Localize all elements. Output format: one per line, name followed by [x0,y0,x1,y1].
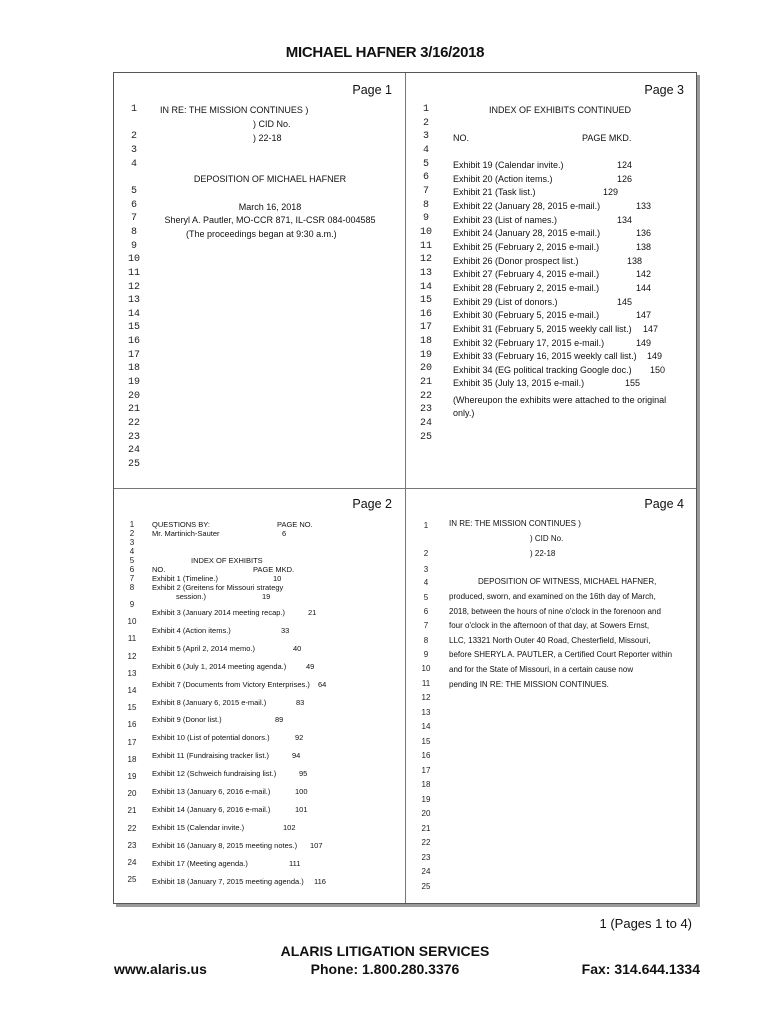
line-number: 20 [419,363,432,375]
exhibit-page: 95 [299,769,308,779]
exhibit-page: 83 [296,697,305,707]
line-number: 22 [419,390,432,402]
page-1-deposition-title: DEPOSITION OF MICHAEL HAFNER [193,174,347,184]
page-2-exhibit-2-page: 19 [262,592,271,601]
line-number: 3 [130,144,137,156]
exhibit-row: Exhibit 24 (January 28, 2015 e-mail.) [453,228,601,239]
line-number: 13 [127,295,140,307]
document-title: MICHAEL HAFNER 3/16/2018 [285,44,485,61]
exhibit-page: 138 [636,241,652,252]
line-number: 4 [130,158,137,170]
body-line: before SHERYL A. PAUTLER, a Certified Court Reporter within [449,650,673,660]
page-4-cid: ) CID No. [530,534,564,543]
page-2-exhibit-2: Exhibit 2 (Greitens for Missouri strategy [152,583,284,592]
line-number: 17 [127,349,140,361]
page-4-caption: IN RE: THE MISSION CONTINUES ) [449,519,581,528]
page-2-col-page: PAGE MKD. [253,565,295,574]
page-4-witness-title: DEPOSITION OF WITNESS, MICHAEL HAFNER, [478,577,657,586]
line-number: 23 [419,404,432,416]
body-line: and for the State of Missouri, in a certain cause now [449,665,634,674]
exhibit-row: Exhibit 26 (Donor prospect list.) [453,255,579,266]
exhibit-row: Exhibit 17 (Meeting agenda.) [152,858,248,868]
page-1-date: March 16, 2018 [238,202,302,212]
exhibit-page: 64 [318,679,327,689]
line-number: 21 [419,377,432,388]
exhibit-page: 89 [275,715,284,725]
exhibit-page: 33 [281,625,290,635]
line-number: 15 [419,295,432,307]
line-number: 10 [127,617,137,627]
line-number: 4 [422,144,429,156]
line-number: 10 [419,226,432,238]
line-number: 19 [419,349,432,361]
exhibit-row: Exhibit 31 (February 5, 2015 weekly call list.) [453,323,632,334]
line-number: 2 [422,117,429,129]
exhibit-page: 102 [283,822,296,832]
line-number: 13 [419,267,432,279]
exhibit-page: 149 [636,337,652,348]
exhibit-row: Exhibit 23 (List of names.) [453,214,558,225]
line-number: 1 [130,104,137,115]
page-1-caption: IN RE: THE MISSION CONTINUES ) [160,105,309,115]
exhibit-page: 138 [627,255,643,266]
line-number: 21 [127,404,140,416]
line-number: 11 [421,679,431,688]
exhibit-page: 100 [295,787,308,796]
line-number: 11 [127,634,137,644]
line-number: 23 [127,431,140,443]
line-number: 3 [129,538,135,547]
line-number: 4 [129,547,135,556]
line-number: 17 [419,322,432,334]
page-3-closing-line-2: only.) [453,408,475,418]
page-2-exhibit-1-page: 10 [273,574,282,583]
exhibit-row: Exhibit 20 (Action items.) [453,173,553,184]
line-number: 21 [127,806,137,816]
page-2-col-no: NO. [152,565,166,574]
line-number: 20 [421,809,431,818]
exhibit-row: Exhibit 30 (February 5, 2015 e-mail.) [453,310,600,321]
company-name: ALARIS LITIGATION SERVICES [280,943,490,959]
horizontal-divider [114,488,696,489]
line-number: 19 [127,377,140,388]
body-line: produced, sworn, and examined on the 16th day of March, [449,592,656,601]
line-number: 12 [127,281,140,293]
line-number: 1 [422,104,429,115]
line-number: 5 [423,593,429,602]
page-1-reporter: Sheryl A. Pautler, MO-CCR 871, IL-CSR 084-004585 [164,215,376,225]
exhibit-page: 124 [617,160,633,170]
line-number: 12 [421,693,431,702]
line-number: 2 [130,131,137,143]
exhibit-page: 150 [650,364,666,375]
exhibit-row: Exhibit 25 (February 2, 2015 e-mail.) [453,241,600,252]
exhibit-row: Exhibit 6 (July 1, 2014 meeting agenda.) [152,661,287,671]
exhibit-page: 134 [617,214,633,225]
line-number: 22 [421,838,431,847]
exhibit-page: 155 [625,378,641,389]
line-number: 6 [129,565,135,574]
exhibit-row: Exhibit 27 (February 4, 2015 e-mail.) [453,269,600,280]
page-3-col-no: NO. [453,133,470,143]
exhibit-row: Exhibit 28 (February 2, 2015 e-mail.) [453,282,600,293]
line-number: 1 [423,521,429,530]
line-number: 14 [419,281,432,293]
line-number: 24 [421,867,431,876]
exhibit-row: Exhibit 12 (Schweich fundraising list.) [152,769,277,779]
line-number: 6 [423,607,429,616]
line-number: 23 [127,840,137,850]
page-2-examiner-page: 6 [282,529,287,538]
exhibit-row: Exhibit 15 (Calendar invite.) [152,822,245,832]
exhibit-page: 133 [636,200,652,211]
pages-note: 1 (Pages 1 to 4) [599,916,692,931]
exhibit-page: 147 [643,323,659,334]
line-number: 25 [421,882,431,891]
line-number: 25 [127,875,137,885]
line-number: 9 [130,240,137,252]
exhibit-row: Exhibit 19 (Calendar invite.) [453,160,564,170]
page-1-label: Page 1 [352,83,392,97]
line-number: 20 [127,390,140,402]
line-number: 9 [129,600,135,609]
page-2-page-no-heading: PAGE NO. [277,520,313,529]
page-4-case-number: ) 22-18 [530,549,556,558]
page-3-col-page: PAGE MKD. [582,133,632,143]
line-number: 15 [127,322,140,334]
exhibit-row: Exhibit 18 (January 7, 2015 meeting agenda.) [152,876,304,886]
line-number: 23 [421,853,431,862]
line-number: 8 [130,226,137,238]
line-number: 9 [422,213,429,225]
line-number: 16 [127,720,137,730]
line-number: 5 [129,556,135,565]
line-number: 19 [127,772,137,781]
exhibit-row: Exhibit 29 (List of donors.) [453,296,558,307]
line-number: 25 [419,431,432,443]
line-number: 7 [129,574,135,583]
page-3-index-title: INDEX OF EXHIBITS CONTINUED [488,105,631,115]
line-number: 8 [129,583,135,592]
exhibit-page: 40 [293,643,302,653]
exhibit-row: Exhibit 33 (February 16, 2015 weekly call list.) [453,351,637,362]
exhibit-page: 111 [289,858,301,868]
page-3-closing-line: (Whereupon the exhibits were attached to the original [453,395,667,405]
line-number: 12 [127,651,137,661]
line-number: 24 [127,445,140,457]
body-line: four o'clock in the afternoon of that day, at Sowers Ernst, [449,621,650,631]
exhibit-page: 107 [310,840,323,850]
line-number: 14 [421,722,431,731]
line-number: 17 [421,766,431,775]
page-2-exhibit-1: Exhibit 1 (Timeline.) [152,574,218,583]
line-number: 18 [127,363,140,375]
line-number: 2 [129,529,135,538]
line-number: 14 [127,308,140,320]
line-number: 19 [421,795,431,804]
website-link[interactable]: www.alaris.us [114,961,207,977]
line-number: 6 [422,172,429,184]
line-number: 16 [421,751,431,760]
line-number: 10 [421,664,431,673]
body-line: LLC, 13321 North Outer 40 Road, Chesterfield, Missouri, [449,635,651,645]
line-number: 7 [422,185,429,197]
line-number: 15 [421,737,431,746]
page-2-index-title: INDEX OF EXHIBITS [191,556,263,565]
line-number: 18 [421,780,431,789]
exhibit-page: 129 [603,187,619,198]
page-2-label: Page 2 [352,497,392,511]
line-number: 20 [127,789,137,799]
line-number: 15 [127,703,137,713]
line-number: 22 [127,417,140,429]
line-number: 13 [127,668,137,678]
line-number: 3 [423,565,429,574]
exhibit-page: 101 [295,804,308,814]
page-3-label: Page 3 [644,83,684,97]
exhibit-page: 92 [295,733,304,743]
page-2-questions-by: QUESTIONS BY: [152,520,210,529]
exhibit-row: Exhibit 13 (January 6, 2016 e-mail.) [152,787,271,796]
line-number: 6 [130,199,137,211]
line-number: 22 [127,823,137,833]
exhibit-row: Exhibit 4 (Action items.) [152,625,231,635]
line-number: 24 [419,417,432,429]
line-number: 11 [127,267,140,279]
line-number: 8 [423,636,429,645]
line-number: 12 [419,254,432,266]
exhibit-row: Exhibit 10 (List of potential donors.) [152,733,270,743]
exhibit-row: Exhibit 5 (April 2, 2014 memo.) [152,643,255,653]
line-number: 7 [130,213,137,225]
exhibit-page: 94 [292,751,301,761]
body-line: 2018, between the hours of nine o'clock in the forenoon and [449,606,661,616]
line-number: 3 [422,131,429,143]
page-1-cid: ) CID No. [253,119,291,129]
exhibit-page: 147 [636,310,652,321]
line-number: 11 [419,240,432,252]
line-number: 18 [419,336,432,348]
exhibit-row: Exhibit 22 (January 28, 2015 e-mail.) [453,200,601,211]
exhibit-page: 145 [617,296,633,307]
exhibit-row: Exhibit 32 (February 17, 2015 e-mail.) [453,337,605,348]
page-1-proceedings-began: (The proceedings began at 9:30 a.m.) [186,229,337,239]
line-number: 5 [422,158,429,170]
exhibit-page: 116 [314,876,326,886]
exhibit-page: 126 [617,173,633,184]
exhibit-page: 142 [636,269,652,280]
line-number: 16 [419,308,432,320]
line-number: 14 [127,686,137,695]
exhibit-row: Exhibit 16 (January 8, 2015 meeting notes.) [152,840,298,850]
line-number: 7 [423,621,429,630]
exhibit-row: Exhibit 34 (EG political tracking Google doc.) [453,364,632,375]
line-number: 10 [127,254,140,266]
exhibit-page: 21 [308,608,317,617]
line-number: 13 [421,708,431,717]
exhibit-row: Exhibit 8 (January 6, 2015 e-mail.) [152,697,267,707]
line-number: 8 [422,199,429,211]
line-number: 17 [127,737,137,747]
exhibit-row: Exhibit 14 (January 6, 2016 e-mail.) [152,804,271,814]
exhibit-page: 136 [636,228,652,239]
exhibit-row: Exhibit 3 (January 2014 meeting recap.) [152,608,285,617]
body-line: pending IN RE: THE MISSION CONTINUES. [449,679,609,689]
exhibit-row: Exhibit 7 (Documents from Victory Enterprises.) [152,679,310,689]
line-number: 9 [423,650,429,659]
line-number: 4 [423,578,429,587]
line-number: 5 [130,185,137,197]
line-number: 16 [127,336,140,348]
phone-number: Phone: 1.800.280.3376 [310,961,460,977]
line-number: 1 [129,520,135,529]
exhibit-row: Exhibit 21 (Task list.) [453,187,536,198]
line-number: 18 [127,754,137,764]
line-number: 2 [423,549,429,558]
page-4-label: Page 4 [644,497,684,511]
line-number: 21 [421,824,431,833]
page-1-case-number: ) 22-18 [253,133,282,143]
exhibit-page: 144 [636,282,652,293]
exhibit-row: Exhibit 11 (Fundraising tracker list.) [152,751,269,761]
line-number: 25 [127,458,140,470]
fax-number: Fax: 314.644.1334 [581,961,700,977]
exhibit-page: 49 [306,661,315,671]
line-number: 24 [127,858,137,867]
page-2-examiner: Mr. Martinich-Sauter [152,529,220,538]
exhibit-page: 149 [647,351,663,362]
exhibit-row: Exhibit 35 (July 13, 2015 e-mail.) [453,378,585,389]
page-2-exhibit-2-cont: session.) [176,592,207,601]
exhibit-row: Exhibit 9 (Donor list.) [152,715,222,725]
